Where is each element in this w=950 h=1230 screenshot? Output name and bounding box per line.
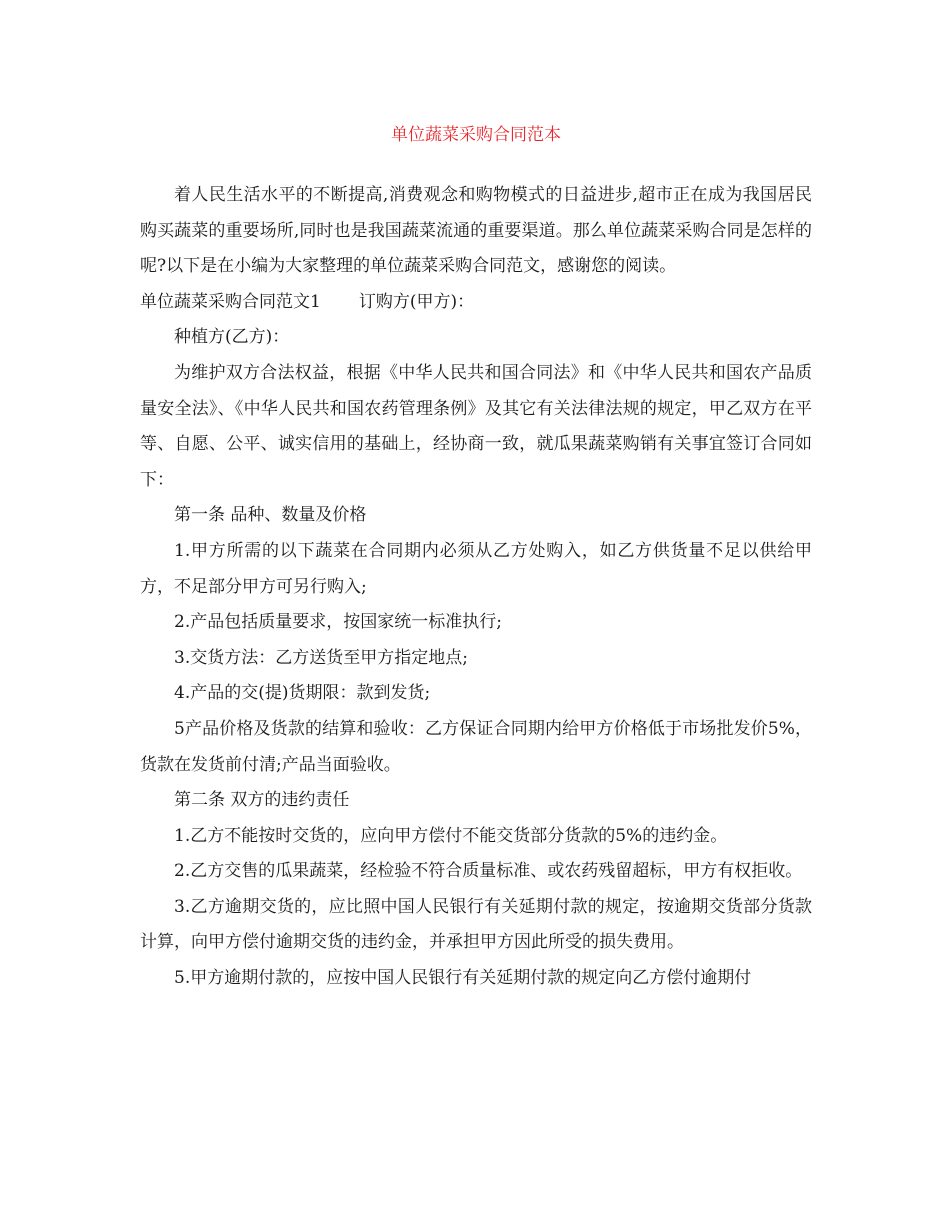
intro-paragraph: 着人民生活水平的不断提高,消费观念和购物模式的日益进步,超市正在成为我国居民购买蔬菜的重要场所,同时也是我国蔬菜流通的重要渠道。那么单位蔬菜采购合同是怎样的呢?以下是在小编为大家整理的单位蔬菜采购合同范文，感谢您的阅读。 (140, 185, 812, 277)
article2-item: 5.甲方逾期付款的，应按中国人民银行有关延期付款的规定向乙方偿付逾期付 (174, 968, 752, 989)
article1-item: 2.产品包括质量要求，按国家统一标准执行; (174, 612, 502, 633)
sample-heading: 单位蔬菜采购合同范文1 (140, 291, 321, 312)
document-page (140, 118, 812, 997)
article2-item: 1.乙方不能按时交货的，应向甲方偿付不能交货部分货款的5%的违约金。 (174, 825, 728, 846)
article1-item: 4.产品的交(提)货期限：款到发货; (174, 683, 431, 704)
grower-label: 种植方(乙方)： (174, 327, 290, 348)
article1-item: 3.交货方法：乙方送货至甲方指定地点; (174, 647, 468, 668)
article2-item: 2.乙方交售的瓜果蔬菜，经检验不符合质量标准、或农药残留超标，甲方有权拒收。 (174, 861, 803, 882)
article1-item: 1.甲方所需的以下蔬菜在合同期内必须从乙方处购入，如乙方供货量不足以供给甲方，不足部分甲方可另行购入; (140, 540, 812, 597)
article2-title: 第二条 双方的违约责任 (174, 790, 350, 811)
buyer-label: 订购方(甲方)： (358, 291, 475, 312)
sample-heading-row (140, 285, 812, 321)
preamble-paragraph: 为维护双方合法权益，根据《中华人民共和国合同法》和《中华人民共和国农产品质量安全法》、《中华人民共和国农药管理条例》及其它有关法律法规的规定，甲乙双方在平等、自愿、公平、诚实信用的基础上，经协商一致，就瓜果蔬菜购销有关事宜签订合同如下： (140, 362, 812, 490)
article1-title: 第一条 品种、数量及价格 (174, 505, 367, 526)
document-title: 单位蔬菜采购合同范本 (391, 125, 561, 145)
article2-item: 3.乙方逾期交货的，应比照中国人民银行有关延期付款的规定，按逾期交货部分货款计算，向甲方偿付逾期交货的违约金，并承担甲方因此所受的损失费用。 (140, 896, 812, 953)
article1-item: 5产品价格及货款的结算和验收：乙方保证合同期内给甲方价格低于市场批发价5%，货款在发货前付清;产品当面验收。 (140, 718, 812, 775)
